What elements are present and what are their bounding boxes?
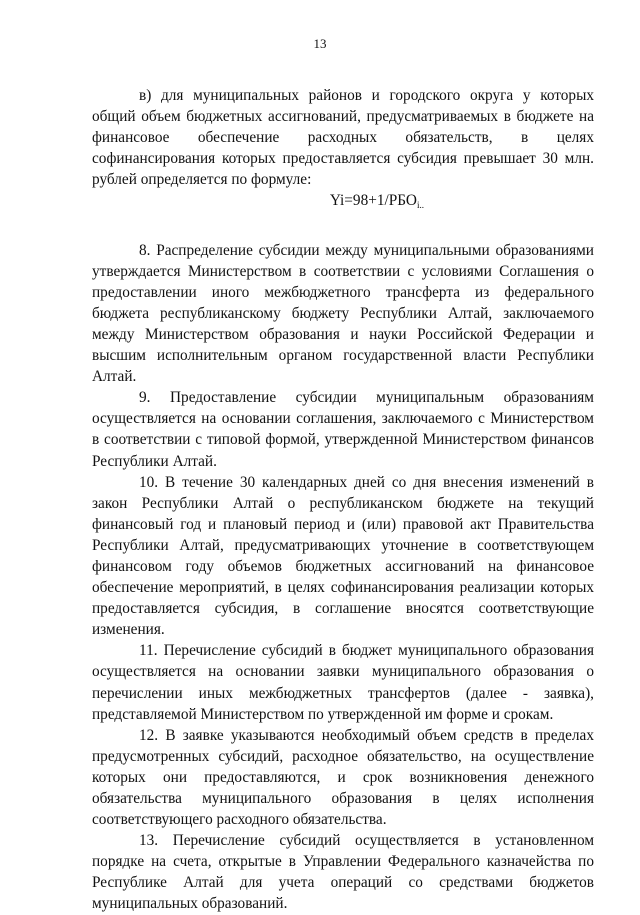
formula-subscript: i..	[416, 200, 424, 211]
paragraph-12: 12. В заявке указываются необходимый объем средств в пределах предусмотренных субсидий, расходное обязательство, на осуществление которых они предоставляются, и срок возникновения денежного обязательства муниципального образования в целях исполнения соответствующего расходного обязательства.	[92, 726, 594, 829]
paragraph-9: 9. Предоставление субсидии муниципальным образованиям осуществляется на основании соглашения, заключаемого с Министерством в соответствии с типовой формой, утвержденной Министерством финансов Республики Алтай.	[92, 389, 594, 470]
page-number: 13	[313, 36, 327, 51]
clause-v-paragraph: в) для муниципальных районов и городского округа у которых общий объем бюджетных ассигнований, предусматриваемых в бюджете на финансовое обеспечение расходных обязательств, в целях софинансирования которых предоставляется субсидия превышает 30 млн. рублей определяется по формуле:	[92, 87, 594, 189]
paragraph-10: 10. В течение 30 календарных дней со дня внесения изменений в закон Республики Алтай о республиканском бюджете на текущий финансовый год и плановый период и (или) правовой акт Правительства Республики Алтай, предусматривающих уточнение в соответствующем финансовом году объемов бюджетных ассигнований на финансовое обеспечение мероприятий, в целях софинансирования реализации которых предоставляется субсидия, в соглашение вносятся соответствующие изменения.	[92, 473, 594, 639]
paragraph-13: 13. Перечисление субсидий осуществляется в установленном порядке на счета, открытые в Управлении Федерального казначейства по Республике Алтай для учета операций со средствами бюджетов муниципальных образований.	[92, 832, 594, 913]
paragraph-8: 8. Распределение субсидии между муниципальными образованиями утверждается Министерством в соответствии с условиями Соглашения о предоставлении иного межбюджетного трансферта из федерального бюджета республиканскому бюджету Республики Алтай, заключаемого между Министерством образования и науки Российской Федерации и высшим исполнительным органом государственной власти Республики Алтай.	[92, 241, 594, 386]
formula	[92, 190, 594, 216]
formula-main: Yi=98+1/РБО	[329, 192, 417, 210]
document-body	[92, 85, 594, 915]
paragraph-11: 11. Перечисление субсидий в бюджет муниципального образования осуществляется на основании заявки муниципального образования о перечислении иных межбюджетных трансфертов (далее - заявка), представляемой Министерством по утвержденной им форме и срокам.	[92, 642, 594, 723]
